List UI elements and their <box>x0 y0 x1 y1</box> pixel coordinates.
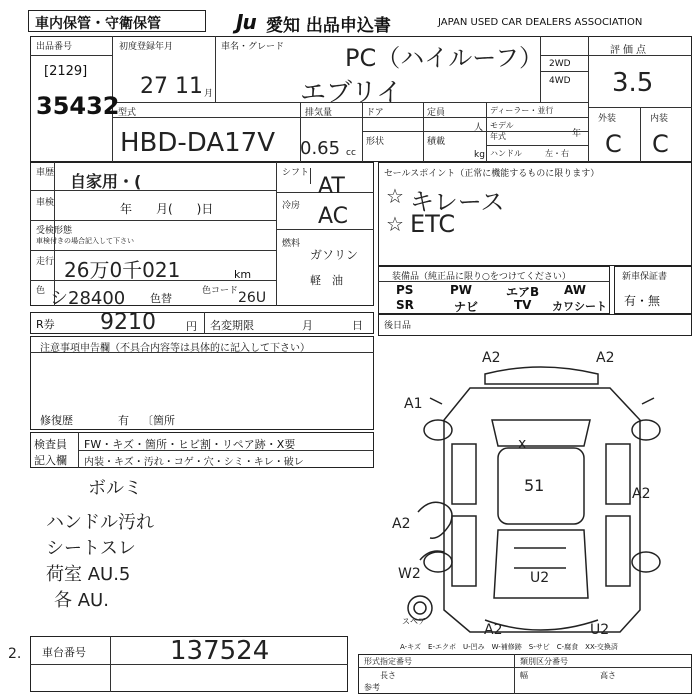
displacement-label: 排気量 <box>305 108 333 118</box>
badge-storage-text: 車内保管・守衛保管 <box>35 16 161 32</box>
sales-mark-2: ☆ <box>386 212 404 236</box>
color-label: 色 <box>36 286 46 296</box>
damage-mark: U2 <box>590 622 610 638</box>
shape-label: 形状 <box>366 137 385 147</box>
exterior-label: 外装 <box>598 114 617 124</box>
kg-label: kg <box>474 150 485 160</box>
equipment-label: 装備品（純正品に限り○をつけてください） <box>392 272 571 282</box>
day-label: 日 <box>352 319 363 332</box>
damage-mark: A2 <box>392 516 411 532</box>
inspector-label: 検査員 <box>34 438 67 451</box>
fuel-value: ガソリン <box>310 248 359 262</box>
interior-row: 内装・キズ・汚れ・コゲ・穴・シミ・キレ・破レ <box>84 457 304 468</box>
org-subtitle: JAPAN USED CAR DEALERS ASSOCIATION <box>438 17 643 28</box>
shaken-date: 年 月( )日 <box>120 202 214 216</box>
cc-label: cc <box>346 148 356 158</box>
handle-lr-label: 左・右 <box>545 149 569 158</box>
inspection-form-label: 受検形態 <box>36 226 73 236</box>
year-unit-label: 年 <box>572 129 582 139</box>
month-label: 月 <box>302 319 313 332</box>
four-wd-label: 4WD <box>549 76 571 86</box>
damage-legend: A-キズ E-エクボ U-凹み W-補修跡 S-サビ C-腐食 XX-交換済 <box>400 643 618 651</box>
car-name: エブリイ <box>300 78 403 108</box>
equipment-item: TV <box>514 298 532 312</box>
km-label: km <box>234 268 252 281</box>
displacement-value: 0.65 <box>300 138 341 159</box>
capacity-label: 定員 <box>427 108 446 118</box>
model-year-label-2: 年式 <box>490 132 506 141</box>
sales-point-1: キレース <box>410 188 505 216</box>
damage-mark: W2 <box>398 566 421 582</box>
damage-mark: A2 <box>482 350 501 366</box>
note-line-3: 荷室 AU.5 <box>46 564 131 585</box>
lot-number: 35432 <box>36 92 120 120</box>
history-value: 自家用・( <box>70 172 142 191</box>
interior-label: 内装 <box>650 114 669 124</box>
mileage-value: 26万0千021 <box>64 258 181 282</box>
first-reg-unit: 月 <box>204 89 214 99</box>
name-change-label: 名変期限 <box>210 319 254 332</box>
damage-mark: 51 <box>524 476 545 495</box>
interior-grade: C <box>652 130 669 158</box>
inspection-note: 車検付きの場合記入して下さい <box>36 237 134 245</box>
lot-bracket: [2129] <box>44 64 88 79</box>
model-year-label-1: モデル <box>490 121 514 130</box>
color-value: シ28400 <box>50 288 126 309</box>
repair-history-label: 修復歴 <box>40 414 73 427</box>
damage-mark: A2 <box>484 622 503 638</box>
color-code-label: 色コード <box>202 286 239 296</box>
note-bz: ボルミ <box>88 478 142 499</box>
model-type-label: 型式 <box>118 108 137 118</box>
load-label: 積載 <box>427 137 446 147</box>
repair-place: 〔箇所 <box>142 414 175 427</box>
note-line-4: 各 AU. <box>54 590 109 611</box>
equipment-item: カワシート <box>552 300 607 313</box>
yes-no-label: 有・無 <box>624 294 661 308</box>
height-label: 高さ <box>600 671 616 680</box>
history-label: 車歴 <box>36 168 55 178</box>
model-grade-label: 車名・グレード <box>221 42 285 52</box>
equipment-item: SR <box>396 298 414 312</box>
exterior-grade: C <box>605 130 622 158</box>
first-reg-year: 27 <box>140 74 168 99</box>
fuel-label: 燃料 <box>282 239 301 249</box>
equipment-item: AW <box>564 283 586 297</box>
ju-logo: Ju <box>236 10 256 34</box>
width-label: 幅 <box>520 671 528 680</box>
shaken-label: 車検 <box>36 198 55 208</box>
cooling-label: 冷房 <box>282 201 301 211</box>
note-line-2: シートスレ <box>46 538 136 559</box>
rating-label: 評価点 <box>610 45 649 56</box>
first-reg-month: 11 <box>175 74 203 99</box>
handle-label: ハンドル <box>490 149 522 158</box>
recycle-label: R券 <box>36 318 55 331</box>
entry-col-label: 記入欄 <box>34 454 67 467</box>
damage-mark: x <box>518 436 527 452</box>
note-left-mark: 2. <box>8 646 22 662</box>
equipment-item: エアB <box>506 285 540 299</box>
equipment-item: PS <box>396 283 414 297</box>
rating-score: 3.5 <box>612 68 654 98</box>
notes-header: 注意事項申告欄（不具合内容等は具体的に記入して下さい） <box>40 343 310 354</box>
later-date-label: 後日品 <box>384 321 412 331</box>
shift-label: シフト <box>282 168 310 178</box>
org-title: 愛知 出品申込書 <box>266 16 391 36</box>
model-designation-label: 形式指定番号 <box>364 657 412 666</box>
chassis-value: 137524 <box>170 636 270 666</box>
chassis-label: 車台番号 <box>42 646 86 659</box>
new-warranty-label: 新車保証書 <box>622 272 668 282</box>
mileage-label: 走行 <box>36 257 55 267</box>
dealer-import-label: ディーラー・並行 <box>490 106 554 115</box>
fw-row: FW・キズ・箇所・ヒビ割・リペア跡・X要 <box>84 438 296 451</box>
sales-point-label: セールスポイント（正常に機能するものに限ります） <box>384 169 600 179</box>
damage-mark: A1 <box>404 396 423 412</box>
model-code: HBD-DA17V <box>120 128 276 158</box>
sales-mark-1: ☆ <box>386 184 404 208</box>
equipment-item: ナビ <box>454 300 479 314</box>
color-code-value: 26U <box>238 290 267 306</box>
reference-label: 参考 <box>364 683 380 692</box>
first-reg-label: 初度登録年月 <box>119 42 174 52</box>
length-label: 長さ <box>380 671 396 680</box>
model-name: PC（ハイルーフ） <box>345 44 544 72</box>
sales-point-2: ETC <box>410 210 456 238</box>
damage-mark: A2 <box>632 486 651 502</box>
yen-label: 円 <box>186 320 197 333</box>
shift-value: AT <box>318 174 345 199</box>
color-change-label: 色替 <box>150 292 172 305</box>
recycle-value: 9210 <box>100 310 156 335</box>
cooling-value: AC <box>318 204 349 229</box>
spare-label: スペア <box>402 617 426 626</box>
note-line-1: ハンドル汚れ <box>46 512 154 533</box>
damage-mark: U2 <box>530 570 550 586</box>
lot-number-label: 出品番号 <box>36 42 73 52</box>
door-label: ドア <box>366 108 384 118</box>
two-wd-label: 2WD <box>549 59 571 69</box>
repair-yes: 有 <box>118 414 129 427</box>
category-label: 類別区分番号 <box>520 657 568 666</box>
damage-mark: A2 <box>596 350 615 366</box>
fuel-diesel: 軽 油 <box>310 274 343 287</box>
equipment-item: PW <box>450 283 473 297</box>
person-label: 人 <box>474 123 484 133</box>
